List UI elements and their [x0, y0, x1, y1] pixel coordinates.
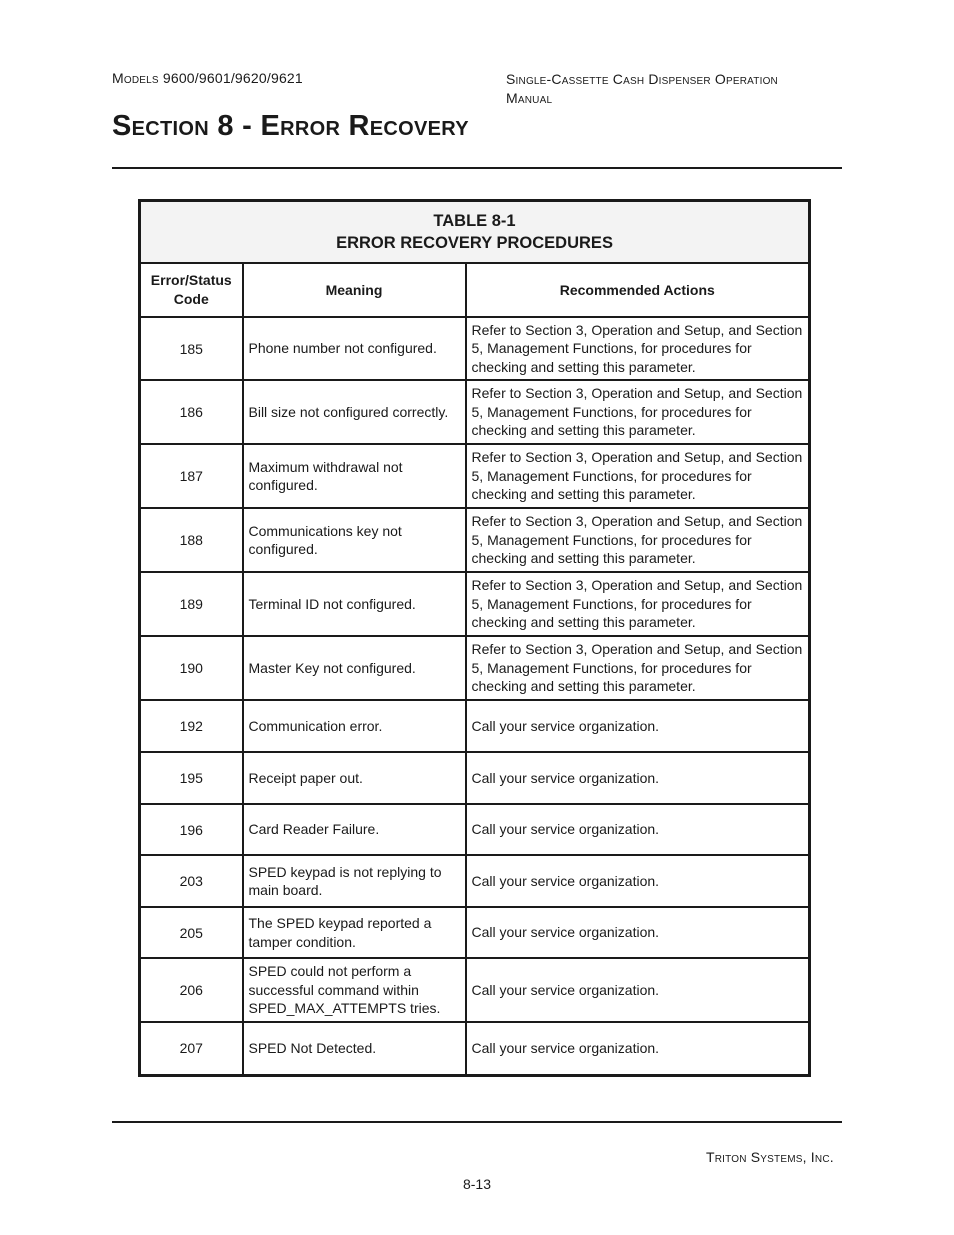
error-code-cell: 205	[140, 907, 243, 958]
table-row	[140, 572, 810, 636]
recommended-action-cell: Call your service organization.	[466, 1022, 810, 1075]
meaning-cell: Master Key not configured.	[243, 636, 466, 700]
error-code-cell: 203	[140, 855, 243, 907]
column-header-actions: Recommended Actions	[466, 263, 810, 317]
table-row	[140, 636, 810, 700]
meaning-cell: Receipt paper out.	[243, 752, 466, 804]
error-code-cell: 186	[140, 380, 243, 444]
error-code-cell: 206	[140, 958, 243, 1022]
table-row	[140, 380, 810, 444]
table-number: TABLE 8-1	[433, 212, 516, 230]
meaning-cell: Terminal ID not configured.	[243, 572, 466, 636]
meaning-cell: Card Reader Failure.	[243, 804, 466, 855]
bottom-rule	[112, 1121, 842, 1123]
recommended-action-cell: Call your service organization.	[466, 907, 810, 958]
table-row	[140, 700, 810, 752]
error-code-cell: 190	[140, 636, 243, 700]
meaning-cell: Maximum withdrawal not configured.	[243, 444, 466, 508]
meaning-cell: SPED keypad is not replying to main board.	[243, 855, 466, 907]
meaning-cell: The SPED keypad reported a tamper condition.	[243, 907, 466, 958]
recommended-action-cell: Call your service organization.	[466, 752, 810, 804]
meaning-cell: Bill size not configured correctly.	[243, 380, 466, 444]
meaning-cell: SPED Not Detected.	[243, 1022, 466, 1075]
recommended-action-cell: Call your service organization.	[466, 958, 810, 1022]
table-row	[140, 317, 810, 380]
table-row	[140, 508, 810, 572]
top-rule	[112, 167, 842, 169]
table-title: ERROR RECOVERY PROCEDURES	[336, 234, 613, 252]
recommended-action-cell: Refer to Section 3, Operation and Setup, and Section 5, Management Functions, for procedures for checking and setting this parameter.	[466, 636, 810, 700]
recommended-action-cell: Call your service organization.	[466, 855, 810, 907]
error-code-cell: 187	[140, 444, 243, 508]
table-row	[140, 804, 810, 855]
table-row	[140, 752, 810, 804]
table-row	[140, 907, 810, 958]
error-code-cell: 207	[140, 1022, 243, 1075]
column-header-code: Error/Status Code	[140, 263, 243, 317]
header-model-numbers: Models 9600/9601/9620/9621	[112, 70, 303, 86]
column-header-meaning: Meaning	[243, 263, 466, 317]
error-code-cell: 195	[140, 752, 243, 804]
recommended-action-cell: Refer to Section 3, Operation and Setup, and Section 5, Management Functions, for procedures for checking and setting this parameter.	[466, 444, 810, 508]
error-code-cell: 196	[140, 804, 243, 855]
error-code-cell: 185	[140, 317, 243, 380]
header-manual-title: Single-Cassette Cash Dispenser Operation Manual	[506, 71, 778, 106]
error-code-cell: 192	[140, 700, 243, 752]
meaning-cell: SPED could not perform a successful command within SPED_MAX_ATTEMPTS tries.	[243, 958, 466, 1022]
page-number: 8-13	[462, 1176, 492, 1192]
error-recovery-table	[138, 199, 811, 1077]
recommended-action-cell: Call your service organization.	[466, 700, 810, 752]
meaning-cell: Phone number not configured.	[243, 317, 466, 380]
recommended-action-cell: Refer to Section 3, Operation and Setup, and Section 5, Management Functions, for procedures for checking and setting this parameter.	[466, 508, 810, 572]
error-code-cell: 189	[140, 572, 243, 636]
recommended-action-cell: Refer to Section 3, Operation and Setup, and Section 5, Management Functions, for procedures for checking and setting this parameter.	[466, 572, 810, 636]
table-caption	[140, 201, 810, 264]
meaning-cell: Communications key not configured.	[243, 508, 466, 572]
recommended-action-cell: Refer to Section 3, Operation and Setup, and Section 5, Management Functions, for procedures for checking and setting this parameter.	[466, 380, 810, 444]
table-row	[140, 958, 810, 1022]
section-title: Section 8 - Error Recovery	[112, 110, 469, 142]
recommended-action-cell: Refer to Section 3, Operation and Setup, and Section 5, Management Functions, for procedures for checking and setting this parameter.	[466, 317, 810, 380]
error-code-cell: 188	[140, 508, 243, 572]
footer-company: Triton Systems, Inc.	[706, 1149, 834, 1165]
table-row	[140, 855, 810, 907]
recommended-action-cell: Call your service organization.	[466, 804, 810, 855]
table-row	[140, 1022, 810, 1075]
meaning-cell: Communication error.	[243, 700, 466, 752]
table-row	[140, 444, 810, 508]
